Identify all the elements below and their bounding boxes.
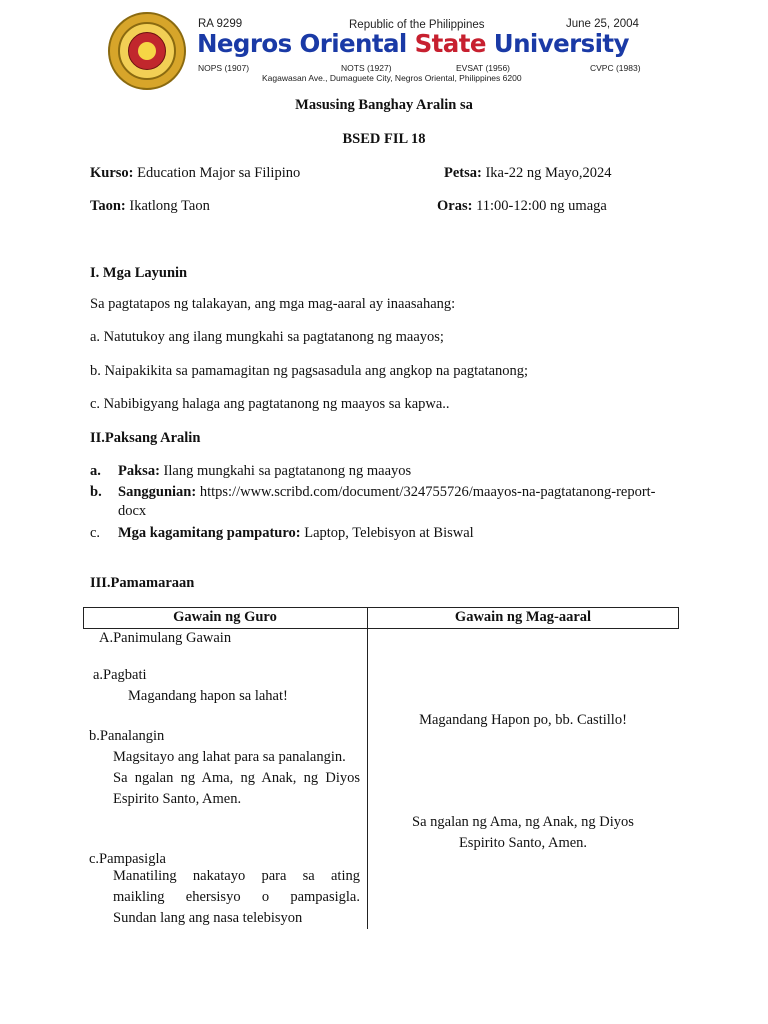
table-top-border	[83, 607, 679, 608]
panalangin-label: b.Panalangin	[89, 728, 165, 744]
seal-center-emblem	[128, 32, 166, 70]
petsa-label: Petsa:	[444, 165, 482, 181]
founding-date: June 25, 2004	[566, 18, 639, 30]
university-seal-logo	[108, 12, 186, 90]
history-cvpc: CVPC (1983)	[590, 63, 641, 73]
republic-text: Republic of the Philippines	[349, 19, 485, 31]
taon-value: Ikatlong Taon	[125, 198, 210, 214]
paksa-marker: a.	[90, 463, 101, 479]
panalangin-line-3: Espirito Santo, Amen.	[113, 791, 242, 807]
sanggunian-marker: b.	[90, 484, 102, 500]
paksang-heading: II.Paksang Aralin	[90, 430, 201, 446]
column-header-guro: Gawain ng Guro	[173, 609, 277, 625]
taon-line	[90, 198, 210, 215]
kurso-value: Education Major sa Filipino	[133, 165, 301, 181]
paksa-label: Paksa:	[118, 463, 160, 479]
layunin-heading: I. Mga Layunin	[90, 265, 188, 281]
sanggunian-link-continued[interactable]: docx	[118, 503, 147, 519]
pamamaraan-heading: III.Pamamaraan	[90, 575, 195, 591]
table-header-bottom-border	[83, 628, 679, 629]
kurso-line	[90, 165, 300, 182]
sanggunian-line	[118, 484, 656, 501]
pagbati-text: Magandang hapon sa lahat!	[128, 688, 288, 704]
history-nops: NOPS (1907)	[198, 63, 250, 73]
paksa-line	[118, 463, 411, 480]
kagamitan-value: Laptop, Telebisyon at Biswal	[300, 525, 474, 541]
table-right-border	[678, 607, 679, 629]
pampasigla-line-2: maikling ehersisyo o pampasigla.	[113, 889, 360, 905]
response-pagbati: Magandang Hapon po, bb. Castillo!	[419, 712, 627, 728]
petsa-line	[444, 165, 612, 182]
paksa-value: Ilang mungkahi sa pagtatanong ng maayos	[159, 463, 412, 479]
university-name-part2: State	[414, 29, 494, 58]
university-name-part3: University	[493, 29, 629, 58]
response-panalangin-line-2: Espirito Santo, Amen.	[458, 835, 588, 851]
oras-value: 11:00-12:00 ng umaga	[472, 198, 607, 214]
kurso-label: Kurso:	[90, 165, 134, 181]
kagamitan-label: Mga kagamitang pampaturo:	[118, 525, 301, 541]
layunin-item-b: b. Naipakikita sa pamamagitan ng pagsasadula ang angkop na pagtatanong;	[90, 363, 529, 379]
pampasigla-label: c.Pampasigla	[89, 851, 166, 867]
column-header-magaaral: Gawain ng Mag-aaral	[454, 609, 592, 625]
kagamitan-marker: c.	[90, 525, 101, 541]
university-address: Kagawasan Ave., Dumaguete City, Negros Oriental, Philippines 6200	[262, 73, 522, 83]
pagbati-label: a.Pagbati	[93, 667, 147, 683]
seal-inner-ring	[118, 22, 176, 80]
university-name-part1: Negros Oriental	[197, 29, 415, 58]
history-nots: NOTS (1927)	[341, 63, 392, 73]
document-subtitle: BSED FIL 18	[342, 131, 426, 147]
table-column-divider	[367, 607, 368, 929]
university-name	[197, 29, 647, 58]
panalangin-line-2: Sa ngalan ng Ama, ng Anak, ng Diyos	[113, 770, 360, 786]
layunin-item-c: c. Nabibigyang halaga ang pagtatanong ng maayos sa kapwa..	[90, 396, 450, 412]
response-panalangin-line-1: Sa ngalan ng Ama, ng Anak, ng Diyos	[412, 814, 634, 830]
panimulang-gawain: A.Panimulang Gawain	[99, 630, 232, 646]
sanggunian-label: Sanggunian:	[118, 484, 197, 500]
oras-label: Oras:	[437, 198, 473, 214]
republic-act-number: RA 9299	[198, 18, 243, 30]
panalangin-line-1: Magsitayo ang lahat para sa panalangin.	[113, 749, 346, 765]
sanggunian-link[interactable]: https://www.scribd.com/document/324755726/maayos-na-pagtatanong-report-	[196, 484, 656, 500]
document-title: Masusing Banghay Aralin sa	[295, 97, 473, 113]
layunin-intro: Sa pagtatapos ng talakayan, ang mga mag-aaral ay inaasahang:	[90, 296, 456, 312]
petsa-value: Ika-22 ng Mayo,2024	[481, 165, 612, 181]
layunin-item-a: a. Natutukoy ang ilang mungkahi sa pagtatanong ng maayos;	[90, 329, 444, 345]
pampasigla-line-1: Manatiling nakatayo para sa ating	[113, 868, 360, 884]
pampasigla-line-3: Sundan lang ang nasa telebisyon	[113, 910, 303, 926]
oras-line	[437, 198, 607, 215]
taon-label: Taon:	[90, 198, 126, 214]
kagamitan-line	[118, 525, 474, 542]
history-evsat: EVSAT (1956)	[456, 63, 511, 73]
